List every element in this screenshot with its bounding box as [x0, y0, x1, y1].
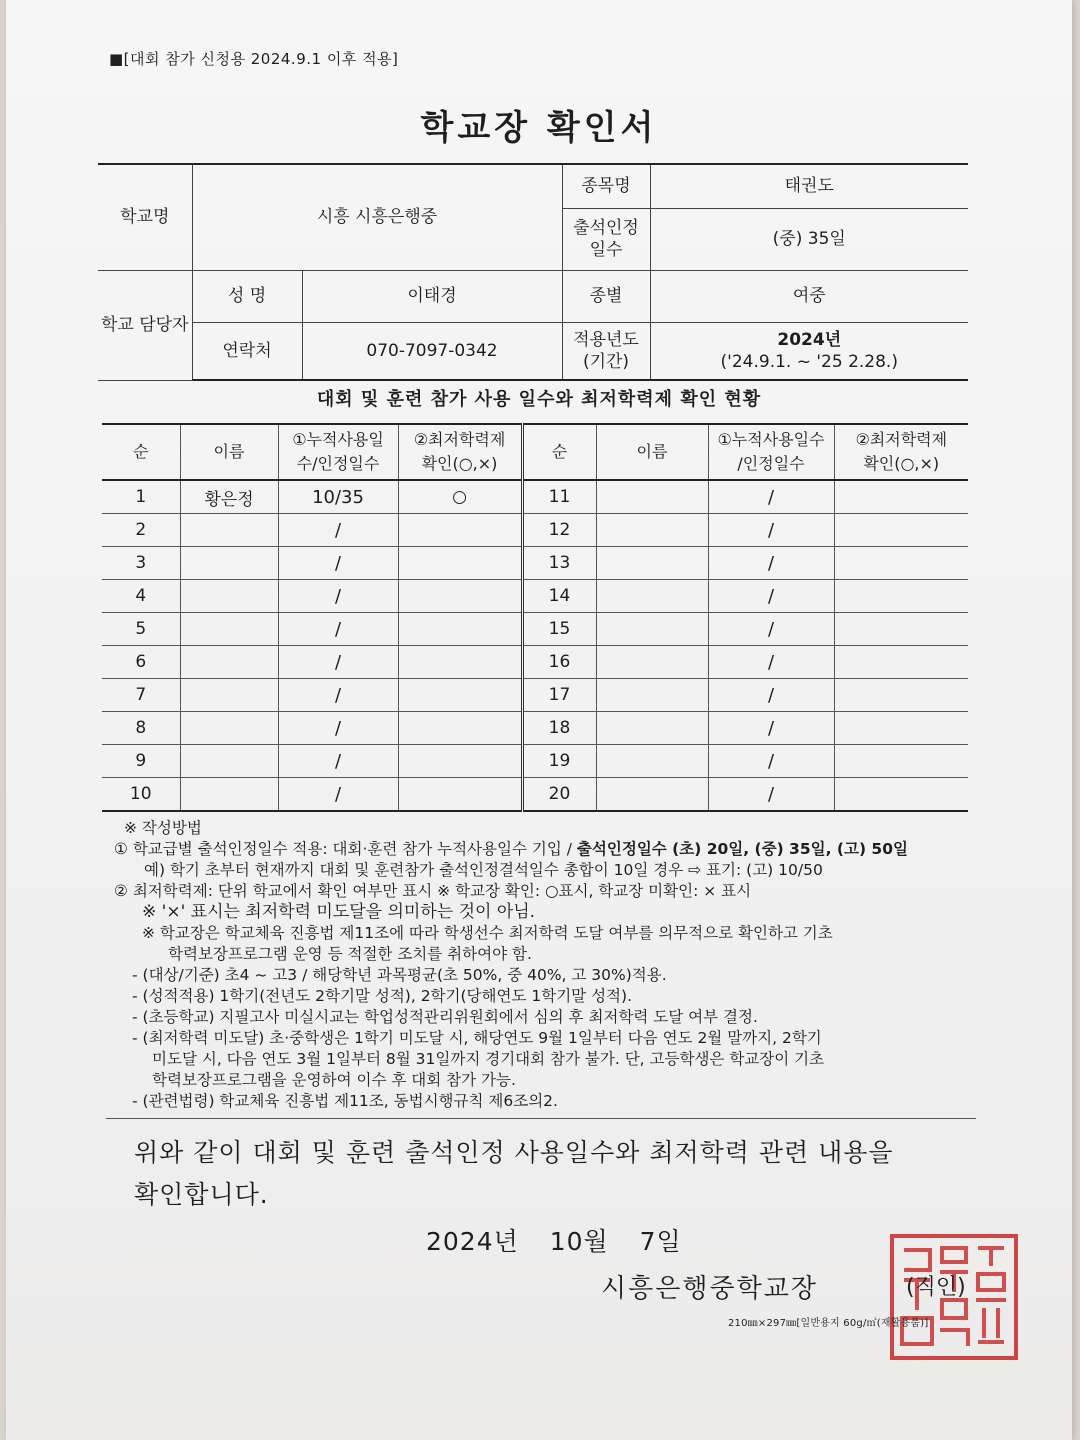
col-days: ①누적사용일 수/인정일수 — [278, 424, 398, 480]
date-year: 2024년 — [426, 1227, 519, 1256]
row-days-2: / — [708, 646, 834, 679]
notes-heading: ※ 작성방법 — [124, 819, 202, 837]
col-days-2: ①누적사용일수 /인정일수 — [708, 424, 834, 480]
row-check-2 — [834, 613, 968, 646]
note-1: ① 학교급별 출석인정일수 적용: 대회·훈련 참가 누적사용일수 기입 / 출석인정일수 (초) 20일, (중) 35일, (고) 50일 — [114, 840, 908, 858]
row-check-2 — [834, 712, 968, 745]
col-check-2: ②최저학력제 확인(○,×) — [834, 424, 968, 480]
row-days: / — [278, 778, 398, 812]
detail-2: - (성적적용) 1학기(전년도 2학기말 성적), 2학기(당해연도 1학기말 성적). — [132, 987, 632, 1005]
row-check-2 — [834, 514, 968, 547]
row-name-2 — [596, 679, 708, 712]
category-label: 종별 — [562, 270, 650, 322]
table-row — [102, 580, 968, 613]
school-label: 학교명 — [98, 164, 192, 270]
row-no: 6 — [102, 646, 180, 679]
confirm-line-1: 위와 같이 대회 및 훈련 출석인정 사용일수와 최저학력 관련 내용을 — [134, 1138, 894, 1167]
table-row — [102, 480, 968, 514]
table-row — [102, 514, 968, 547]
col-no-2: 순 — [522, 424, 596, 480]
contact-value: 070-7097-0342 — [302, 322, 562, 380]
detail-1: - (대상/기준) 초4 ~ 고3 / 해당학년 과목평균(초 50%, 중 40%, 고 30%)적용. — [132, 966, 667, 984]
row-days-2: / — [708, 745, 834, 778]
sport-label: 종목명 — [562, 164, 650, 208]
row-days: / — [278, 712, 398, 745]
name-label: 성 명 — [192, 270, 302, 322]
category-value: 여중 — [650, 270, 968, 322]
row-no-2: 18 — [522, 712, 596, 745]
principal-name: 시흥은행중학교장 — [601, 1274, 818, 1304]
row-check — [398, 745, 522, 778]
days-value: (중) 35일 — [650, 208, 968, 270]
table-row — [102, 613, 968, 646]
row-days-2: / — [708, 480, 834, 514]
col-name-2: 이름 — [596, 424, 708, 480]
row-name — [180, 613, 278, 646]
confirm-line-2: 확인합니다. — [134, 1180, 269, 1209]
row-name-2 — [596, 712, 708, 745]
row-name: 황은정 — [180, 480, 278, 514]
col-no: 순 — [102, 424, 180, 480]
contact-label: 연락처 — [192, 322, 302, 380]
row-no-2: 17 — [522, 679, 596, 712]
detail-4b: 미도달 시, 다음 연도 3월 1일부터 8월 31일까지 경기대회 참가 불가. 단, 고등학생은 학교장이 기초 — [152, 1050, 825, 1068]
row-no-2: 20 — [522, 778, 596, 812]
note-1-example: 예) 학기 초부터 현재까지 대회 및 훈련참가 출석인정결석일수 총합이 10일 경우 ⇨ 표기: (고) 10/50 — [144, 861, 823, 879]
row-check-2 — [834, 580, 968, 613]
writing-guide — [106, 818, 986, 1112]
row-no-2: 19 — [522, 745, 596, 778]
seal-label: (직인) — [906, 1275, 966, 1300]
confirmation-text — [134, 1132, 974, 1216]
col-check: ②최저학력제 확인(○,×) — [398, 424, 522, 480]
row-days: / — [278, 547, 398, 580]
info-table — [98, 163, 968, 381]
manager-label: 학교 담당자 — [98, 270, 192, 380]
period-value: ('24.9.1. ~ '25 2.28.) — [720, 351, 898, 372]
row-check-2 — [834, 646, 968, 679]
row-check-2 — [834, 480, 968, 514]
row-days-2: / — [708, 613, 834, 646]
row-days: / — [278, 679, 398, 712]
row-name — [180, 679, 278, 712]
row-name — [180, 712, 278, 745]
row-name-2 — [596, 613, 708, 646]
row-name-2 — [596, 480, 708, 514]
date-day: 7일 — [639, 1227, 682, 1256]
row-days: / — [278, 646, 398, 679]
row-check-2 — [834, 679, 968, 712]
page-title: 학교장 확인서 — [420, 108, 658, 148]
row-check — [398, 646, 522, 679]
row-no: 10 — [102, 778, 180, 812]
row-name-2 — [596, 745, 708, 778]
name-value: 이태경 — [302, 270, 562, 322]
row-check — [398, 778, 522, 812]
row-days: / — [278, 580, 398, 613]
row-name — [180, 745, 278, 778]
detail-5: - (관련법령) 학교체육 진흥법 제11조, 동법시행규칙 제6조의2. — [132, 1092, 558, 1110]
confirm-date — [426, 1222, 704, 1258]
row-check-2 — [834, 547, 968, 580]
row-days: 10/35 — [278, 480, 398, 514]
row-name — [180, 514, 278, 547]
row-no: 2 — [102, 514, 180, 547]
row-no: 7 — [102, 679, 180, 712]
row-days-2: / — [708, 580, 834, 613]
row-check — [398, 712, 522, 745]
year-cell — [650, 322, 968, 380]
row-check — [398, 580, 522, 613]
row-check — [398, 514, 522, 547]
row-days-2: / — [708, 679, 834, 712]
note-3: ※ '×' 표시는 최저학력 미도달을 의미하는 것이 아님. — [142, 902, 536, 922]
participation-table — [102, 423, 968, 812]
row-name-2 — [596, 547, 708, 580]
row-no: 1 — [102, 480, 180, 514]
row-no-2: 15 — [522, 613, 596, 646]
row-days-2: / — [708, 778, 834, 812]
row-no-2: 16 — [522, 646, 596, 679]
row-no-2: 13 — [522, 547, 596, 580]
year-label: 적용년도 (기간) — [562, 322, 650, 380]
sport-value: 태권도 — [650, 164, 968, 208]
detail-3: - (초등학교) 지필고사 미실시교는 학업성적관리위원회에서 심의 후 최저학력 도달 여부 결정. — [132, 1008, 758, 1026]
school-value: 시흥 시흥은행중 — [192, 164, 562, 270]
note-4b: 학력보장프로그램 운영 등 적절한 조치를 취하여야 함. — [168, 945, 532, 963]
form-note: ■[대회 참가 신청용 2024.9.1 이후 적용] — [109, 50, 399, 68]
row-days: / — [278, 745, 398, 778]
row-name — [180, 547, 278, 580]
row-no: 9 — [102, 745, 180, 778]
note-2: ② 최저학력제: 단위 학교에서 확인 여부만 표시 ※ 학교장 확인: ○표시, 학교장 미확인: × 표시 — [114, 882, 752, 900]
row-name-2 — [596, 580, 708, 613]
row-days: / — [278, 514, 398, 547]
row-check — [398, 613, 522, 646]
row-name — [180, 646, 278, 679]
row-check-2 — [834, 778, 968, 812]
days-label: 출석인정 일수 — [562, 208, 650, 270]
row-days-2: / — [708, 712, 834, 745]
row-name — [180, 778, 278, 812]
row-name-2 — [596, 646, 708, 679]
detail-4a: - (최저학력 미도달) 초·중학생은 1학기 미도달 시, 해당연도 9월 1일부터 다음 연도 2월 말까지, 2학기 — [132, 1029, 822, 1047]
row-no: 5 — [102, 613, 180, 646]
row-no-2: 14 — [522, 580, 596, 613]
row-check — [398, 679, 522, 712]
table-row — [102, 745, 968, 778]
section-title: 대회 및 훈련 참가 사용 일수와 최저학력제 확인 현황 — [316, 389, 762, 410]
row-days-2: / — [708, 547, 834, 580]
detail-4c: 학력보장프로그램을 운영하여 이수 후 대회 참가 가능. — [152, 1071, 516, 1089]
table-row — [102, 679, 968, 712]
row-days: / — [278, 613, 398, 646]
table-row — [102, 646, 968, 679]
row-name — [180, 580, 278, 613]
col-name: 이름 — [180, 424, 278, 480]
table-row — [102, 547, 968, 580]
year-value: 2024년 — [777, 329, 842, 350]
row-check — [398, 547, 522, 580]
row-name-2 — [596, 778, 708, 812]
row-name-2 — [596, 514, 708, 547]
divider — [106, 1118, 976, 1119]
row-no: 3 — [102, 547, 180, 580]
table-row — [102, 712, 968, 745]
date-month: 10월 — [549, 1227, 609, 1256]
table-row — [102, 778, 968, 812]
row-no: 8 — [102, 712, 180, 745]
row-no-2: 12 — [522, 514, 596, 547]
row-no-2: 11 — [522, 480, 596, 514]
document-page — [6, 0, 1072, 1440]
row-check: ○ — [398, 480, 522, 514]
note-4a: ※ 학교장은 학교체육 진흥법 제11조에 따라 학생선수 최저학력 도달 여부를 의무적으로 확인하고 기초 — [142, 924, 833, 942]
row-no: 4 — [102, 580, 180, 613]
paper-spec: 210㎜×297㎜[일반용지 60g/㎡(재활용품)] — [728, 1318, 929, 1329]
row-days-2: / — [708, 514, 834, 547]
row-check-2 — [834, 745, 968, 778]
